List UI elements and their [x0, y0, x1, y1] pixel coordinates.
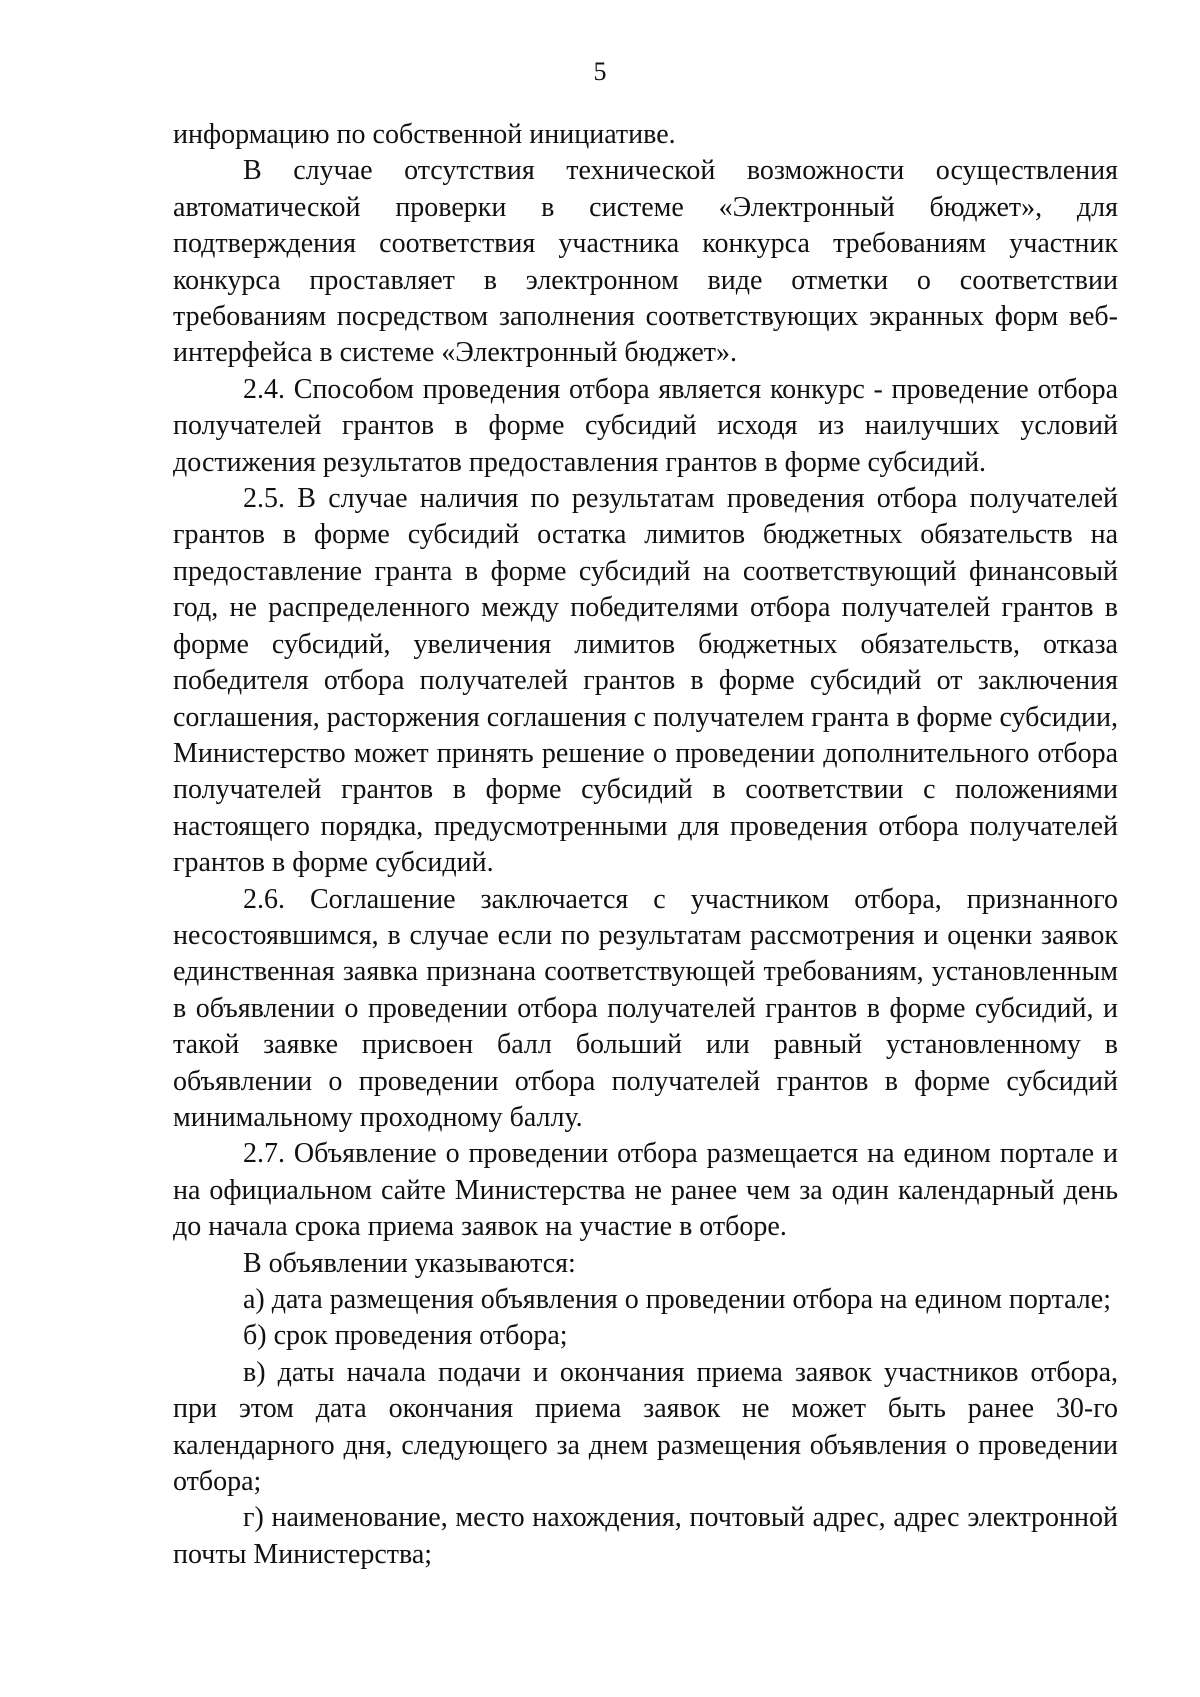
paragraph-2-5: 2.5. В случае наличия по результатам проведения отбора получателей грантов в форме субсидий остатка лимитов бюджетных обязательств на предоставление гранта в форме субсидий на соответствующий финансовый год, не распределенного между победителями отбора получателей грантов в форме субсидий, увеличения лимитов бюджетных обязательств, отказа победителя отбора получателей грантов в форме субсидий от заключения соглашения, расторжения соглашения с получателем гранта в форме субсидии, Министерство может принять решение о проведении дополнительного отбора получателей грантов в форме субсидий в соответствии с положениями настоящего порядка, предусмотренными для проведения отбора получателей грантов в форме субсидий. [173, 483, 1118, 879]
list-item-b: б) срок проведения отбора; [243, 1320, 568, 1352]
list-item-a: а) дата размещения объявления о проведении отбора на едином портале; [243, 1284, 1111, 1315]
paragraph-continuation: информацию по собственной инициативе. [173, 119, 676, 150]
page-number: 5 [593, 57, 607, 86]
paragraph-electronic-budget: В случае отсутствия технической возможности осуществления автоматической проверки в системе «Электронный бюджет», для подтверждения соответствия участника конкурса требованиям участник конкурса проставляет в электронном виде отметки о соответствии требованиям посредством заполнения соответствующих экранных форм веб-интерфейса в системе «Электронный бюджет». [173, 155, 1118, 369]
list-item-v: в) даты начала подачи и окончания приема заявок участников отбора, при этом дата окончания приема заявок не может быть ранее 30-го календарного дня, следующего за днем размещения объявления о проведении отбора; [173, 1356, 1118, 1498]
document-body [173, 117, 1118, 1573]
paragraph-announcement-intro: В объявлении указываются: [243, 1247, 576, 1279]
list-item-g: г) наименование, место нахождения, почтовый адрес, адрес электронной почты Министерства; [173, 1502, 1118, 1570]
paragraph-2-7: 2.7. Объявление о проведении отбора размещается на едином портале и на официальном сайте Министерства не ранее чем за один календарный день до начала срока приема заявок на участие в отборе. [173, 1138, 1118, 1243]
paragraph-2-4: 2.4. Способом проведения отбора является конкурс - проведение отбора получателей грантов в форме субсидий исходя из наилучших условий достижения результатов предоставления грантов в форме субсидий. [173, 373, 1118, 478]
paragraph-2-6: 2.6. Соглашение заключается с участником отбора, признанного несостоявшимся, в случае если по результатам рассмотрения и оценки заявок единственная заявка признана соответствующей требованиям, установленным в объявлении о проведении отбора получателей грантов в форме субсидий, и такой заявке присвоен балл больший или равный установленному в объявлении о проведении отбора получателей грантов в форме субсидий минимальному проходному баллу. [173, 883, 1118, 1133]
